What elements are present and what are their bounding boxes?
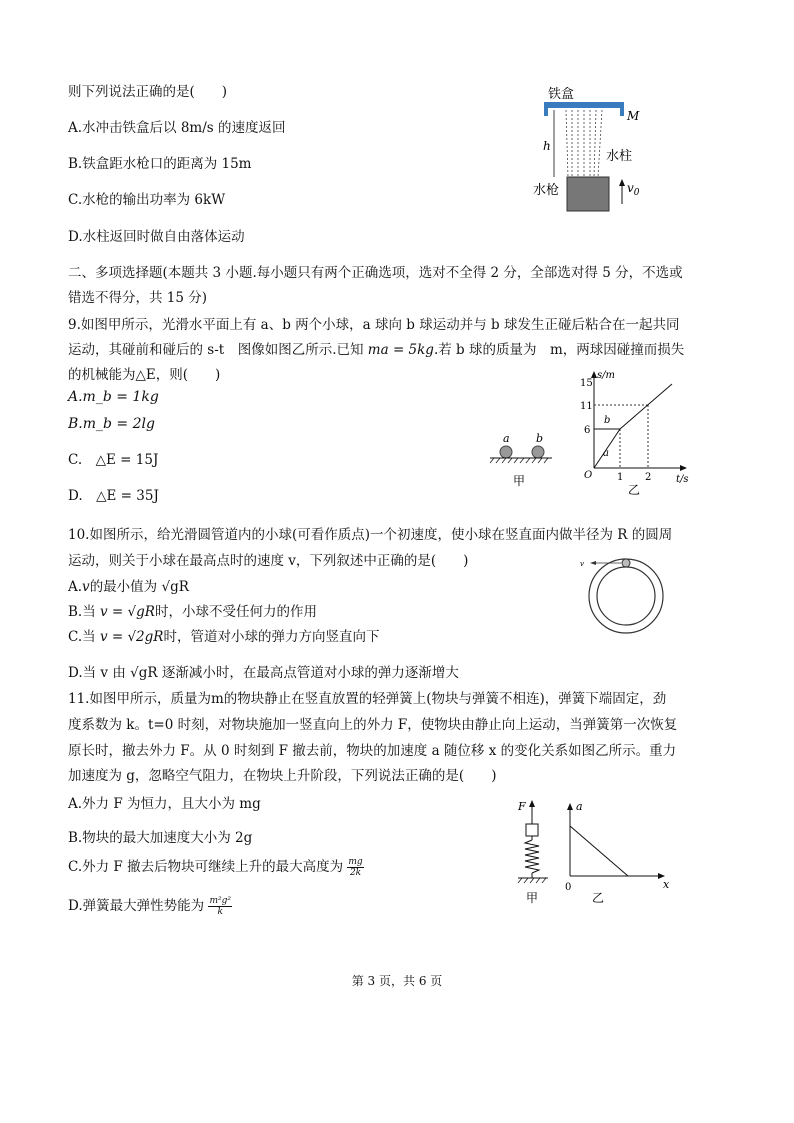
q8-fig-box-label: 铁盒 bbox=[548, 87, 575, 102]
q9-option-b: B.m_b = 2lg bbox=[68, 416, 155, 432]
q8-fig-gun-label: 水枪 bbox=[533, 183, 560, 198]
st-y-label: s/m bbox=[597, 370, 615, 381]
q9-fig2-label: 乙 bbox=[628, 483, 641, 497]
st-tick-15: 15 bbox=[580, 378, 593, 389]
ax-a-label: a bbox=[576, 800, 583, 813]
ring-v-label: v bbox=[580, 560, 584, 568]
q9-line2 bbox=[68, 338, 684, 358]
q9-line2b: .若 b 球的质量为 m，两球因碰撞而损失 bbox=[433, 342, 685, 358]
ball-b bbox=[532, 446, 544, 458]
q10-b-math: v = √gR bbox=[100, 604, 155, 620]
force-arrowhead bbox=[529, 800, 535, 807]
velocity-arrowhead bbox=[590, 561, 596, 565]
ball-a bbox=[500, 446, 512, 458]
ground-hatch bbox=[490, 458, 548, 463]
q9-fig1-b-label: b bbox=[536, 432, 544, 445]
block bbox=[526, 824, 538, 836]
page-footer: 第 3 页，共 6 页 bbox=[351, 974, 443, 988]
q9-mass-a: ma = 5kg bbox=[367, 342, 434, 358]
q11-line3: 原长时，撤去外力 F。从 0 时刻到 F 撤去前，物块的加速度 a 随位移 x 的变化关系如图乙所示。重力 bbox=[68, 743, 677, 759]
q10-b-pre: B.当 bbox=[68, 604, 101, 620]
q10-option-a bbox=[68, 575, 189, 595]
q10-option-c bbox=[68, 625, 379, 645]
q10-option-b bbox=[68, 600, 317, 620]
q8-water-gun-figure bbox=[528, 82, 658, 217]
st-tick-11: 11 bbox=[580, 401, 593, 412]
st-x-label: t/s bbox=[676, 474, 689, 485]
q10-a-math: v bbox=[82, 579, 90, 595]
ax-line bbox=[570, 826, 628, 876]
ax-y-arrow bbox=[567, 803, 573, 810]
ax-x-label: x bbox=[663, 878, 670, 891]
q10-c-post: 时，管道对小球的弹力方向竖直向下 bbox=[163, 629, 380, 645]
water-column bbox=[566, 110, 602, 177]
iron-box-left-wall bbox=[544, 102, 548, 116]
q10-ring-figure bbox=[578, 552, 668, 637]
q11-d-pre: D.弹簧最大弹性势能为 bbox=[68, 898, 205, 914]
st-line-combined bbox=[620, 384, 672, 429]
q9-st-graph bbox=[572, 368, 702, 498]
q11-line1: 11.如图甲所示，质量为m的物块静止在竖直放置的轻弹簧上(物块与弹簧不相连)，弹簧下端固定，劲 bbox=[68, 691, 667, 707]
q8-fig-v0-label: $v_0$ bbox=[627, 181, 640, 198]
q10-c-pre: C.当 bbox=[68, 629, 100, 645]
st-tick-x1: 1 bbox=[617, 472, 624, 483]
iron-box-plate bbox=[544, 102, 624, 108]
q11-option-d bbox=[68, 894, 232, 917]
st-origin: O bbox=[584, 470, 593, 481]
st-tick-x2: 2 bbox=[645, 472, 652, 483]
q10-a-pre: A. bbox=[68, 579, 83, 595]
water-gun bbox=[567, 177, 609, 211]
ring-ball bbox=[622, 559, 630, 567]
q9-option-d: D. △E = 35J bbox=[68, 488, 159, 504]
q11-line2: 度系数为 k。t=0 时刻，对物块施加一竖直向上的外力 F，使物块由静止向上运动，当弹簧第一次恢复 bbox=[68, 717, 678, 733]
ring-outer bbox=[589, 559, 663, 633]
q11-c-fraction bbox=[347, 857, 363, 878]
ring-inner bbox=[597, 567, 655, 625]
q9-line1: 9.如图甲所示，光滑水平面上有 a、b 两个小球，a 球向 b 球运动并与 b 球发生正碰后粘合在一起共同 bbox=[68, 317, 680, 333]
q11-option-b: B.物块的最大加速度大小为 2g bbox=[68, 830, 253, 846]
q10-line1: 10.如图所示，给光滑圆管道内的小球(可看作质点)一个初速度，使小球在竖直面内做半径为 R 的圆周 bbox=[68, 527, 673, 543]
spring-f-label: F bbox=[518, 800, 526, 813]
q10-c-math: v = √2gR bbox=[99, 629, 164, 645]
q11-d-num: m²g² bbox=[209, 896, 231, 906]
q9-line3: 的机械能为△E，则( ) bbox=[68, 367, 221, 383]
section2-line2: 错选不得分，共 15 分) bbox=[68, 290, 208, 306]
q11-option-c bbox=[68, 855, 364, 878]
spring-coil bbox=[525, 840, 539, 873]
q11-ax-graph bbox=[562, 800, 672, 910]
q10-line2: 运动，则关于小球在最高点时的速度 v，下列叙述中正确的是( ) bbox=[68, 553, 469, 569]
q8-fig-h-label: h bbox=[543, 139, 551, 153]
q8-fig-m-label: M bbox=[627, 109, 640, 123]
q9-line2a: 运动，其碰前和碰后的 s-t 图像如图乙所示.已知 bbox=[68, 342, 368, 358]
q9-balls-figure bbox=[486, 430, 556, 492]
q9-option-a: A.m_b = 1kg bbox=[68, 389, 159, 405]
ax-origin: 0 bbox=[565, 882, 572, 893]
q11-c-pre: C.外力 F 撤去后物块可继续上升的最大高度为 bbox=[68, 859, 344, 875]
q11-option-a: A.外力 F 为恒力，且大小为 mg bbox=[68, 796, 261, 812]
q10-option-d: D.当 v 由 √gR 逐渐减小时，在最高点管道对小球的弹力逐渐增大 bbox=[68, 665, 459, 681]
section2-line1: 二、多项选择题(本题共 3 小题.每小题只有两个正确选项，选对不全得 2 分，全部选对得 5 分，不选或 bbox=[68, 265, 683, 281]
q9-option-c: C. △E = 15J bbox=[68, 452, 159, 468]
st-x-arrow bbox=[680, 465, 687, 471]
q11-d-fraction bbox=[208, 896, 232, 917]
q10-b-post: 时，小球不受任何力的作用 bbox=[154, 604, 317, 620]
st-a-label: a bbox=[603, 448, 609, 459]
q11-fig2-label: 乙 bbox=[592, 891, 605, 905]
q10-a-post: 的最小值为 √gR bbox=[89, 579, 189, 595]
q11-fig1-label: 甲 bbox=[526, 891, 539, 905]
q11-line4: 加速度为 g，忽略空气阻力，在物块上升阶段，下列说法正确的是( ) bbox=[68, 768, 497, 784]
q8-option-d: D.水柱返回时做自由落体运动 bbox=[68, 229, 245, 245]
q8-fig-column-label: 水柱 bbox=[606, 149, 633, 164]
q9-fig1-label: 甲 bbox=[513, 474, 526, 488]
q11-c-num: mg bbox=[348, 857, 363, 867]
q9-fig1-a-label: a bbox=[503, 432, 510, 445]
spring-ground-hatch bbox=[518, 878, 546, 883]
iron-box-right-wall bbox=[620, 102, 624, 116]
q11-spring-figure bbox=[512, 798, 562, 908]
q11-d-den: k bbox=[217, 907, 223, 917]
q8-option-b: B.铁盒距水枪口的距离为 15m bbox=[68, 156, 252, 172]
st-tick-6: 6 bbox=[584, 425, 591, 436]
q8-option-c: C.水枪的输出功率为 6kW bbox=[68, 192, 226, 208]
v0-arrowhead bbox=[619, 179, 625, 186]
q11-c-den: 2k bbox=[349, 868, 362, 878]
st-b-label: b bbox=[604, 415, 611, 426]
q8-option-a: A.水冲击铁盒后以 8m/s 的速度返回 bbox=[68, 120, 286, 136]
q8-stem: 则下列说法正确的是( ) bbox=[68, 84, 228, 100]
